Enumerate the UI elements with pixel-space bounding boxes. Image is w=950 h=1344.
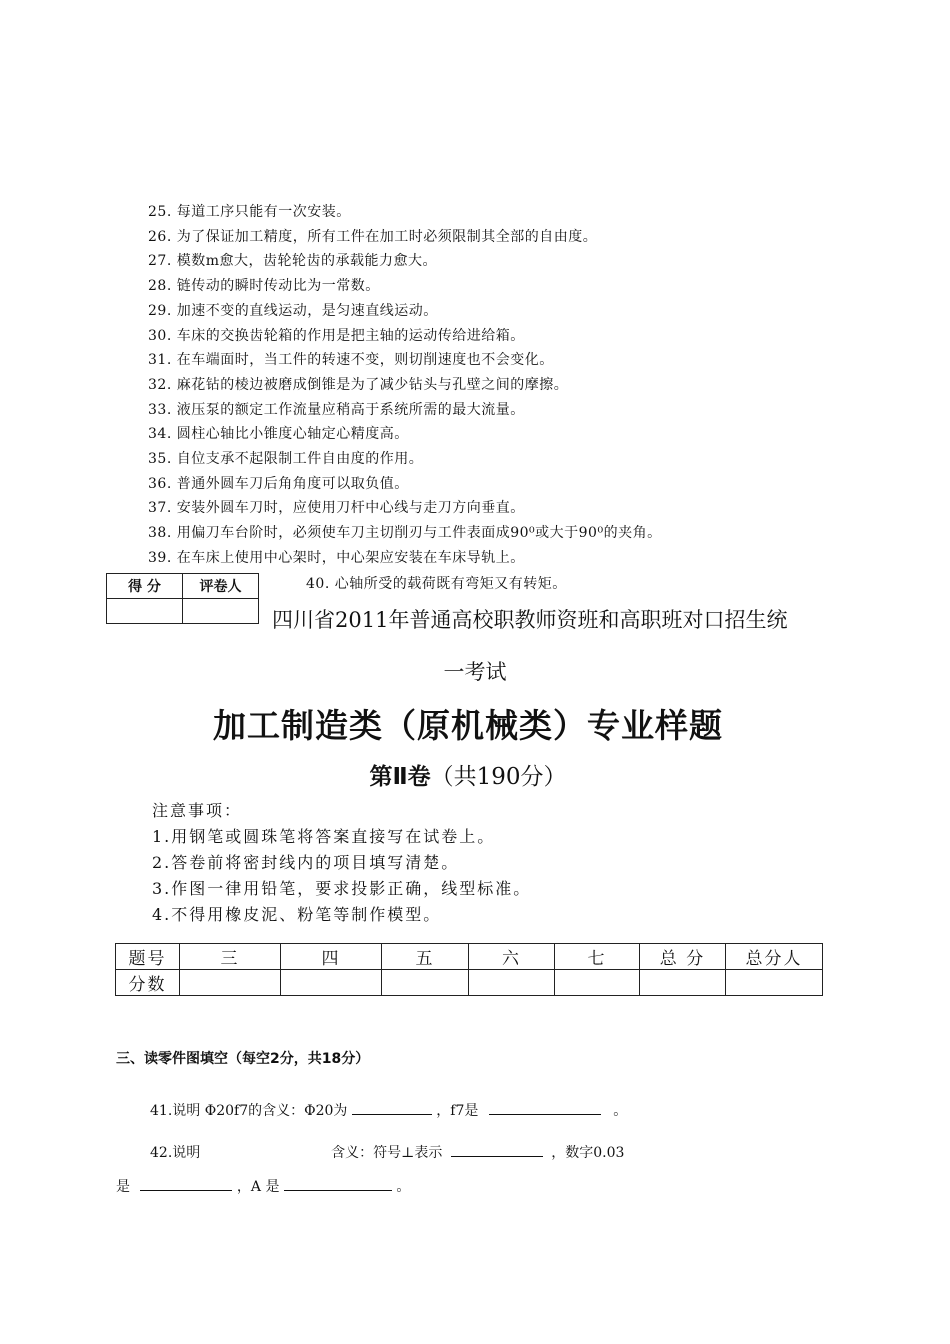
- exam-title-cont: 一考试: [443, 660, 507, 684]
- q42-text: 。: [396, 1179, 411, 1195]
- notes-heading: 注意事项：: [152, 801, 243, 820]
- score-cell[interactable]: [281, 970, 382, 996]
- score-cell[interactable]: [726, 970, 823, 996]
- grader-label: 评卷人: [183, 574, 259, 599]
- q42-text: ，A 是: [236, 1179, 280, 1195]
- score-box: [106, 573, 259, 624]
- list-item: 26. 为了保证加工精度，所有工件在加工时必须限制其全部的自由度。: [148, 228, 598, 245]
- answer-blank[interactable]: [284, 1176, 392, 1191]
- table-header: 三: [180, 944, 281, 970]
- score-label: 得 分: [107, 574, 183, 599]
- q42-text: 42.说明: [150, 1145, 201, 1161]
- table-header: 总 分: [640, 944, 726, 970]
- exam-title: 四川省2011年普通高校职教师资班和高职班对口招生统: [272, 608, 788, 632]
- table-header: 六: [469, 944, 555, 970]
- q42-text: 含义：符号⊥表示: [331, 1145, 443, 1161]
- table-header: 题号: [116, 944, 180, 970]
- note-item: 4.不得用橡皮泥、粉笔等制作模型。: [152, 905, 442, 924]
- grader-cell[interactable]: [183, 599, 259, 624]
- table-row: [116, 970, 823, 996]
- list-item: 37. 安装外圆车刀时，应使用刀杆中心线与走刀方向垂直。: [148, 500, 525, 517]
- true-false-list: [148, 200, 868, 571]
- q42-text: ，数字0.03: [551, 1145, 625, 1161]
- list-item: 33. 液压泵的额定工作流量应稍高于系统所需的最大流量。: [148, 401, 525, 418]
- list-item: 34. 圆柱心轴比小锥度心轴定心精度高。: [148, 426, 409, 443]
- row-label: 分数: [116, 970, 180, 996]
- list-item-40: 40. 心轴所受的载荷既有弯矩又有转矩。: [306, 576, 567, 592]
- list-item: 32. 麻花钻的棱边被磨成倒锥是为了减少钻头与孔壁之间的摩擦。: [148, 376, 569, 393]
- score-cell[interactable]: [107, 599, 183, 624]
- q41-text: ，f7是: [436, 1103, 479, 1119]
- table-header: 四: [281, 944, 382, 970]
- note-item: 2.答卷前将密封线内的项目填写清楚。: [152, 853, 460, 872]
- list-item: 38. 用偏刀车台阶时，必须使车刀主切削刃与工件表面成90⁰或大于90⁰的夹角。: [148, 525, 662, 542]
- table-row: [116, 944, 823, 970]
- list-item: 30. 车床的交换齿轮箱的作用是把主轴的运动传给进给箱。: [148, 327, 525, 344]
- score-cell[interactable]: [382, 970, 469, 996]
- table-header: 总分人: [726, 944, 823, 970]
- score-cell[interactable]: [555, 970, 640, 996]
- answer-blank[interactable]: [489, 1100, 601, 1115]
- table-header: 五: [382, 944, 469, 970]
- note-item: 1.用钢笔或圆珠笔将答案直接写在试卷上。: [152, 827, 496, 846]
- section-heading: 三、读零件图填空（每空2分，共18分）: [116, 1051, 370, 1067]
- question-42-cont: [116, 1176, 410, 1196]
- table-header: 七: [555, 944, 640, 970]
- answer-blank[interactable]: [140, 1176, 232, 1191]
- q41-text: 41.说明 Φ20f7的含义：Φ20为: [150, 1103, 348, 1119]
- grade-table: [115, 943, 823, 996]
- volume-title: [0, 758, 936, 791]
- list-item: 28. 链传动的瞬时传动比为一常数。: [148, 278, 380, 295]
- list-item: 25. 每道工序只能有一次安装。: [148, 204, 351, 220]
- notes: [152, 798, 531, 928]
- answer-blank[interactable]: [352, 1100, 432, 1115]
- list-item: 29. 加速不变的直线运动，是匀速直线运动。: [148, 302, 438, 319]
- score-cell[interactable]: [640, 970, 726, 996]
- volume-label: 第Ⅱ卷: [369, 764, 431, 790]
- q41-text: 。: [613, 1103, 628, 1119]
- score-cell[interactable]: [469, 970, 555, 996]
- list-item: 39. 在车床上使用中心架时，中心架应安装在车床导轨上。: [148, 549, 525, 566]
- q42-text: 是: [116, 1179, 130, 1195]
- score-cell[interactable]: [180, 970, 281, 996]
- answer-blank[interactable]: [451, 1142, 543, 1157]
- list-item: 36. 普通外圆车刀后角角度可以取负值。: [148, 475, 409, 492]
- list-item: 31. 在车端面时，当工件的转速不变，则切削速度也不会变化。: [148, 352, 554, 369]
- question-41: [150, 1100, 627, 1120]
- note-item: 3.作图一律用铅笔，要求投影正确，线型标准。: [152, 879, 532, 898]
- volume-points: （共190分）: [430, 764, 567, 790]
- list-item: 35. 自位支承不起限制工件自由度的作用。: [148, 451, 424, 468]
- list-item: 27. 模数m愈大，齿轮轮齿的承载能力愈大。: [148, 253, 437, 270]
- question-42: [150, 1142, 624, 1162]
- page-title: 加工制造类（原机械类）专业样题: [213, 706, 723, 745]
